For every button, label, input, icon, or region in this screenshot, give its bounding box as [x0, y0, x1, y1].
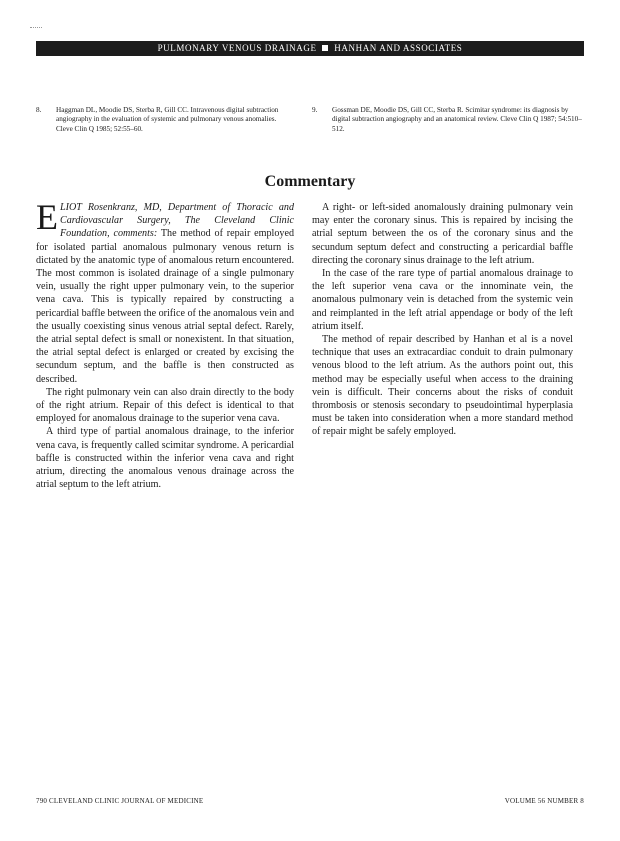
paragraph-text: A third type of partial anomalous drainage, to the inferior vena cava, is frequently called scimitar syndrome. A pericardial baffle is constructed within the inferior vena cava and right atrium, directing the anomalous venous drainage across the atrial septum to the left atrium.	[36, 426, 294, 491]
drop-cap: E	[36, 197, 58, 237]
footer-volume: VOLUME 56 NUMBER 8	[504, 797, 584, 805]
reference-item	[312, 106, 588, 134]
paragraph-text: The method of repair employed for isolated partial anomalous pulmonary venous return is dictated by the anatomic type of anomalous return encountered. The most common is isolated drainage of a single pulmonary vein, usually the right upper pulmonary vein, to the superior vena cava. This is typically repaired by constructing a pericardial baffle between the orifice of the anomalous vein and the usually coexisting sinus venous atrial septal defect. Rarely, the atrial septal defect is small or nonexistent. In that situation, the atrial septal defect is enlarged or created by excising the secundum septum, and the baffle is then constructed as described.	[36, 228, 294, 385]
reference-number: 8.	[36, 106, 42, 114]
header-left-text: PULMONARY VENOUS DRAINAGE	[157, 43, 317, 53]
paragraph: In the case of the rare type of partial anomalous drainage to the left superior vena cava or the innominate vein, the anomalous pulmonary vein is detached from the systemic vein and reimplanted in the left atrial appendage or body of the left atrium itself.	[312, 268, 573, 332]
reference-number: 9.	[312, 106, 318, 114]
running-header	[36, 41, 584, 56]
reference-list-left	[36, 106, 280, 134]
author-attribution: LIOT Rosenkranz, MD, Department of Thoracic and Cardiovascular Surgery, The Cleveland Clinic Foundation, comments:	[60, 202, 294, 240]
section-title: Commentary	[264, 173, 356, 190]
reference-text: Gossman DE, Moodie DS, Gill CC, Sterba R. Scimitar syndrome: its diagnosis by digital subtraction angiography and an anatomical review. Cleve Clin Q 1987; 54:510–512.	[332, 106, 582, 133]
column-left	[36, 197, 294, 491]
reference-text: Haggman DL, Moodie DS, Sterba R, Gill CC. Intravenous digital subtraction angiography in the evaluation of systemic and pulmonary venous anomalies. Cleve Clin Q 1985; 52:55–60.	[56, 106, 279, 133]
paragraph	[36, 197, 294, 386]
paragraph: The right pulmonary vein can also drain directly to the body of the right atrium. Repair of this defect is identical to that employed for anomalous drainage to the superior vena cava.	[36, 386, 294, 425]
column-right	[312, 201, 573, 439]
reference-list-right	[312, 106, 588, 134]
reference-item	[36, 106, 280, 134]
header-right-text: HANHAN AND ASSOCIATES	[334, 43, 463, 53]
paragraph: A right- or left-sided anomalously draining pulmonary vein may enter the coronary sinus. This is repaired by incising the atrial septum between the os of the coronary sinus and the secundum septum defect and constructing a pericardial baffle directing the coronary sinus drainage to the left atrium.	[312, 202, 573, 266]
paragraph: The method of repair described by Hanhan et al is a novel technique that uses an extracardiac conduit to drain pulmonary venous blood to the left atrium. As the authors point out, this method may be especially useful when access to the draining vein is difficult. Their concerns about the risks of conduit thrombosis or stenosis secondary to pseudointimal hyperplasia must be taken into consideration when a more standard method of repair might be safely employed.	[312, 334, 573, 438]
header-separator	[322, 45, 328, 51]
paragraph	[36, 425, 294, 491]
footer-journal: 790 CLEVELAND CLINIC JOURNAL OF MEDICINE	[36, 797, 204, 805]
scan-mark	[30, 27, 42, 31]
